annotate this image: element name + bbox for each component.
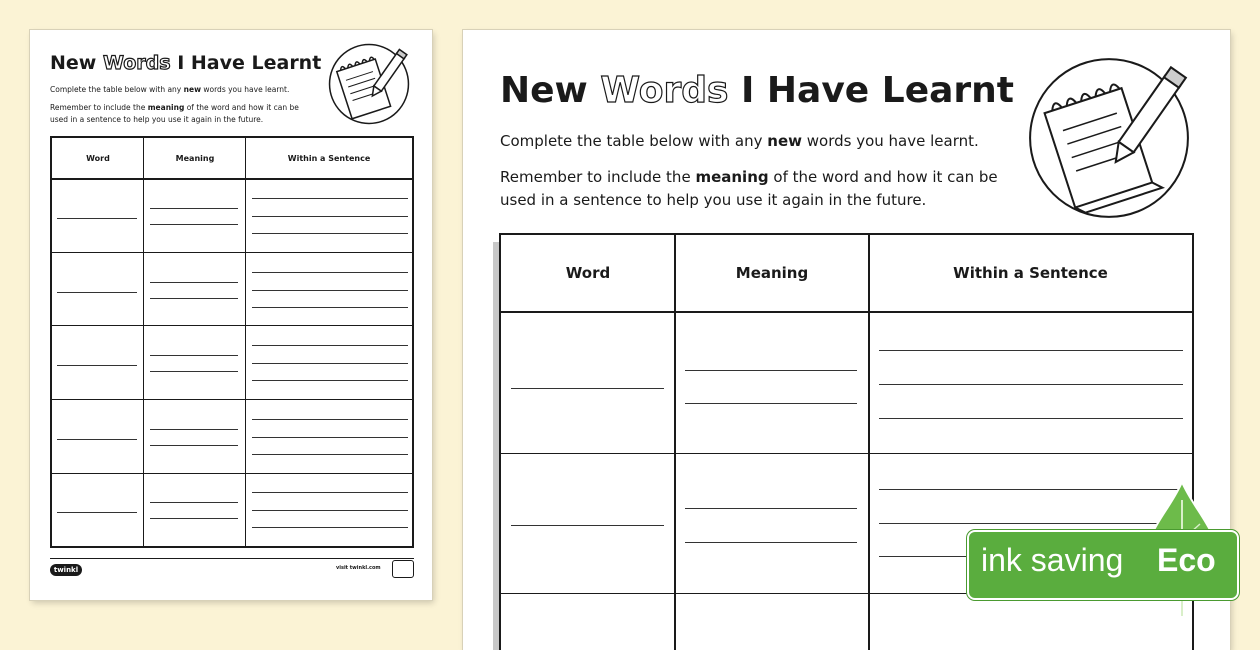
small-divider <box>52 473 412 474</box>
small-divider <box>52 325 412 326</box>
writing-line[interactable] <box>150 445 238 446</box>
col-sentence: Within a Sentence <box>953 264 1108 282</box>
small-col-sentence: Within a Sentence <box>287 153 371 163</box>
writing-line[interactable] <box>685 403 857 404</box>
col-word: Word <box>565 264 611 282</box>
footer-rule <box>50 558 414 559</box>
writing-line[interactable] <box>685 508 857 509</box>
small-divider <box>245 138 246 546</box>
small-title <box>50 52 321 74</box>
col-meaning: Meaning <box>735 264 809 282</box>
small-table <box>50 136 414 548</box>
small-divider <box>52 399 412 400</box>
writing-line[interactable] <box>252 216 408 217</box>
writing-line[interactable] <box>879 523 1183 524</box>
col-divider <box>868 235 870 650</box>
writing-line[interactable] <box>57 218 137 219</box>
notepad-pencil-icon <box>326 38 412 134</box>
writing-line[interactable] <box>150 282 238 283</box>
writing-line[interactable] <box>252 307 408 308</box>
worksheet-preview-small <box>30 30 432 600</box>
small-col-meaning: Meaning <box>175 153 215 163</box>
notepad-pencil-icon <box>1023 52 1195 228</box>
writing-line[interactable] <box>57 292 137 293</box>
writing-line[interactable] <box>879 489 1183 490</box>
writing-line[interactable] <box>150 429 238 430</box>
writing-line[interactable] <box>252 363 408 364</box>
writing-line[interactable] <box>511 388 664 389</box>
writing-line[interactable] <box>252 290 408 291</box>
small-divider <box>52 252 412 253</box>
writing-line[interactable] <box>685 542 857 543</box>
page-title <box>500 70 1014 111</box>
writing-line[interactable] <box>879 350 1183 351</box>
title-part1: New <box>500 70 601 111</box>
writing-line[interactable] <box>150 355 238 356</box>
title-part2: I Have Learnt <box>728 70 1014 111</box>
writing-line[interactable] <box>150 502 238 503</box>
writing-line[interactable] <box>252 510 408 511</box>
writing-line[interactable] <box>150 224 238 225</box>
writing-line[interactable] <box>57 365 137 366</box>
writing-line[interactable] <box>685 370 857 371</box>
title-part1: New <box>50 52 103 74</box>
col-divider <box>674 235 676 650</box>
footer-badge-icon <box>392 560 414 578</box>
reminder-text: Remember to include the meaning of the word and how it can be used in a sentence to help you use it again in the future. <box>500 168 998 209</box>
badge-eco: Eco <box>1157 542 1216 578</box>
writing-line[interactable] <box>252 527 408 528</box>
small-divider <box>143 138 144 546</box>
row-divider <box>501 311 1192 313</box>
writing-line[interactable] <box>150 208 238 209</box>
writing-line[interactable] <box>252 345 408 346</box>
writing-line[interactable] <box>57 439 137 440</box>
writing-line[interactable] <box>252 437 408 438</box>
writing-line[interactable] <box>252 380 408 381</box>
writing-line[interactable] <box>879 418 1183 419</box>
title-part2: I Have Learnt <box>170 52 322 74</box>
small-divider <box>52 178 412 180</box>
writing-line[interactable] <box>252 492 408 493</box>
twinkl-logo: twinkl <box>50 564 82 576</box>
writing-line[interactable] <box>150 371 238 372</box>
small-col-word: Word <box>86 153 110 163</box>
row-divider <box>501 453 1192 454</box>
writing-line[interactable] <box>57 512 137 513</box>
writing-line[interactable] <box>252 233 408 234</box>
writing-line[interactable] <box>252 454 408 455</box>
title-highlight: Words <box>600 70 729 111</box>
small-intro: Complete the table below with any new words you have learnt. <box>50 85 290 94</box>
writing-line[interactable] <box>879 384 1183 385</box>
title-highlight: Words <box>102 52 171 74</box>
intro-text: Complete the table below with any new words you have learnt. <box>500 132 979 150</box>
ink-saving-badge <box>967 530 1239 600</box>
footer-url: visit twinkl.com <box>336 565 381 571</box>
writing-line[interactable] <box>511 525 664 526</box>
badge-label: ink saving <box>981 542 1124 578</box>
writing-line[interactable] <box>252 419 408 420</box>
writing-line[interactable] <box>252 272 408 273</box>
small-reminder: Remember to include the meaning of the word and how it can be used in a sentence to help you use it again in the future. <box>50 103 299 124</box>
writing-line[interactable] <box>150 298 238 299</box>
writing-line[interactable] <box>150 518 238 519</box>
writing-line[interactable] <box>252 198 408 199</box>
